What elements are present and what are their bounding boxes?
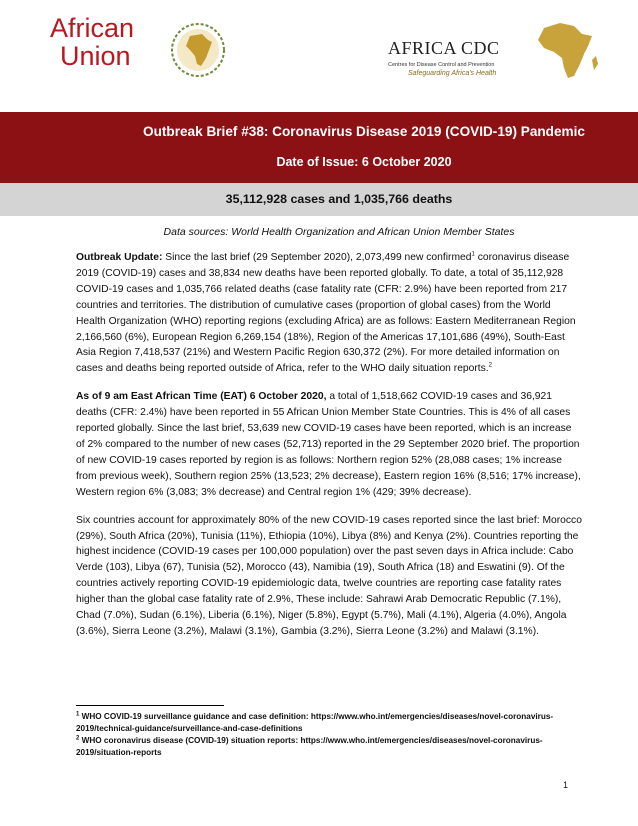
paragraph-outbreak-update (76, 250, 582, 377)
cdc-logo-name: AFRICA CDC (388, 38, 500, 58)
au-emblem-icon (168, 20, 228, 80)
cdc-logo-subtitle: Centres for Disease Control and Prevention (388, 62, 495, 68)
p2-text: a total of 1,518,662 COVID-19 cases and 36,921 deaths (CFR: 2.4%) have been reported in 55 African Union Member State Countries. This is 4% of all cases reported globally. Since the last brief, 53,639 new COVID-19 cases have been reported, which is an increase of 2% compared to the number of new cases (52,713) reported in the 29 September 2020 brief. The proportion of new COVID-19 cases reported by region is as follows: Northern region 52% (28,088 cases; 1% increase from previous week), Southern region 25% (13,523; 2% decrease), Eastern region 16% (8,516; 17% increase), Western region 6% (3,083; 3% decrease) and Central region 1% (429; 39% decrease). (76, 391, 581, 498)
paragraph-africa-status (76, 389, 582, 500)
paragraph-countries (76, 513, 582, 640)
title-banner (0, 112, 638, 183)
africa-map-icon (530, 20, 608, 82)
au-logo-line1: African (50, 13, 135, 43)
p3-text: Six countries account for approximately 80% of the new COVID-19 cases reported since the last brief: Morocco (29%), South Africa (20%), Tunisia (11%), Ethiopia (10%), Libya (8%) and Kenya (2%). Countries reporting the highest incidence (COVID-19 cases per 100,000 population) over the past seven days in Africa include: Cabo Verde (103), Libya (67), Tunisia (52), Morocco (43), Namibia (19), South Africa (18) and Eswatini (9). Of the countries actively reporting COVID-19 epidemiologic data, twelve countries are reporting case fatality rates higher than the global case fatality rate of 2.9%, These include: Sahrawi Arab Democratic Republic (7.1%), Chad (7.0%), Sudan (6.1%), Liberia (6.1%), Niger (5.8%), Egypt (5.7%), Mali (4.1%), Algeria (4.0%), Angola (3.6%), Sierra Leone (3.2%), Malawi (3.1%), Gambia (3.2%), Sierra Leone (3.2%) and Malawi (3.1%). (76, 514, 582, 637)
issue-date: Date of Issue: 6 October 2020 (276, 155, 452, 169)
summary-bar (0, 183, 638, 216)
au-logo-line2: Union (60, 41, 131, 71)
footnote-1-num: 1 (76, 711, 80, 718)
page-number: 1 (563, 780, 569, 790)
p1-text-b: coronavirus disease 2019 (COVID-19) cases and 38,834 new deaths have been reported globally. To date, a total of 35,112,928 COVID-19 cases and 1,035,766 related deaths (case fatality rate (CFR: 2.9%) have been reported from 217 countries and territories. The distribution of cumulative cases (proportion of global cases) from the World Health Organization (WHO) reporting regions (excluding Africa) are as follows: Eastern Mediterranean Region 2,166,560 (6%), European Region 6,269,154 (18%), Region of the Americas 17,101,686 (49%), South-East Asia Region 7,418,537 (21%) and Western Pacific Region 630,372 (2%). For more detailed information on cases and deaths being reported outside of Africa, refer to the WHO daily situation reports. (76, 252, 576, 375)
footnote-2 (76, 735, 582, 759)
footnote-1 (76, 711, 582, 735)
footnote-2-text[interactable]: WHO coronavirus disease (COVID-19) situation reports: https://www.who.int/emergencies/diseases/novel-coronavirus-2019/situation-reports (76, 736, 543, 757)
page-header (0, 0, 638, 110)
cdc-logo-tagline: Safeguarding Africa's Health (408, 70, 497, 77)
footnotes (76, 711, 582, 759)
summary-text: 35,112,928 cases and 1,035,766 deaths (225, 192, 453, 206)
document-title: Outbreak Brief #38: Coronavirus Disease 2019 (COVID-19) Pandemic (143, 124, 585, 139)
footnote-2-num: 2 (76, 735, 80, 742)
footnote-ref-2[interactable]: 2 (488, 362, 493, 369)
data-sources: Data sources: World Health Organization and African Union Member States (163, 226, 515, 238)
africa-status-heading: As of 9 am East African Time (EAT) 6 October 2020, (76, 391, 327, 403)
footnote-ref-1[interactable]: 1 (471, 251, 475, 258)
footnote-divider (76, 705, 224, 706)
p1-text-a: Since the last brief (29 September 2020), 2,073,499 new confirmed (162, 252, 472, 263)
outbreak-update-heading: Outbreak Update: (76, 252, 163, 263)
footnote-1-text[interactable]: WHO COVID-19 surveillance guidance and case definition: https://www.who.int/emergencies/diseases/novel-coronavirus-2019/technical-guidance/surveillance-and-case-definitions (76, 712, 554, 733)
document-body (76, 250, 582, 652)
au-logo-text (50, 14, 134, 70)
africa-cdc-logo (378, 20, 618, 95)
african-union-logo (50, 14, 225, 89)
